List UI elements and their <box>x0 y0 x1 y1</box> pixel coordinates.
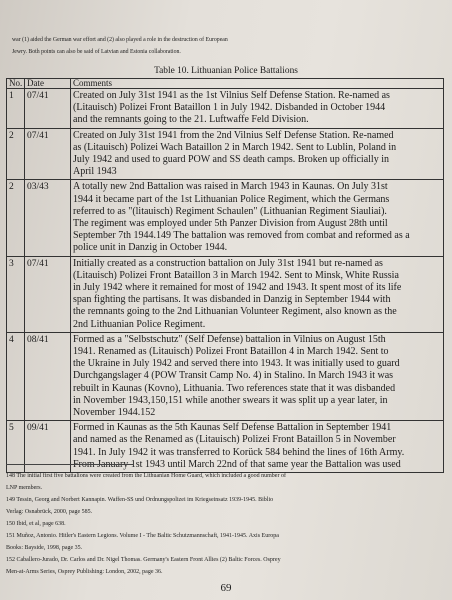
comment-line: 2nd Lithuanian Police Regiment. <box>73 318 206 330</box>
comment-line: From January 1st 1943 until March 22nd of that same year the Battalion was used <box>73 458 401 470</box>
comment-line: November 1944.152 <box>73 407 156 419</box>
comment-line: Created on July 31st 1941 as the 1st Vilnius Self Defense Station. Re-named as <box>73 90 390 101</box>
comment-line: Initially created as a construction battalion on July 31st 1941 but re-named as <box>73 257 383 269</box>
footnote-line: 151 Muñoz, Antonio. Hitler's Eastern Legions. Volume I - The Baltic Schutzmannschaft, 1941-1945. Axis Europa <box>6 533 279 539</box>
footnotes <box>6 470 446 578</box>
battalion-date: 07/41 <box>25 89 71 129</box>
footnote-line: 149 Tessin, Georg and Norbert Kannapin. Waffen-SS und Ordnungspolizei im Kriegseinsatz 1939-1945. Biblio <box>6 497 274 503</box>
comment-line: Formed as a "Selbstschutz" (Self Defense) battalion in Vilnius on August 15th <box>73 333 386 345</box>
comment-line: the remnants going to the 2nd Lithuanian Volunteer Regiment, also known as the <box>73 306 397 318</box>
footnote-line: Verlag: Osnabrück, 2000, page 585. <box>6 509 93 515</box>
comment-line: as (Litauisch) Polizei Wach Bataillon 2 in March 1942. Sent to Lublin, Poland in <box>73 141 397 153</box>
comment-line: in July 1942 where it remained for most of 1942 and 1943. It spent most of its life <box>73 282 402 294</box>
battalion-number: 3 <box>7 256 25 332</box>
battalion-number: 5 <box>7 421 25 473</box>
battalion-number: 2 <box>7 128 25 180</box>
footnote-divider <box>6 464 134 465</box>
comment-line: Formed in Kaunas as the 5th Kaunas Self Defense Battalion in September 1941 <box>73 422 392 434</box>
battalion-date: 09/41 <box>25 421 71 473</box>
table-row <box>7 89 444 129</box>
intro-line: war (1) aided the German war effort and (2) also played a role in the destruction of European <box>12 37 228 43</box>
comment-line: and the remnants going to the 21. Luftwaffe Feld Division. <box>73 114 309 126</box>
battalion-comments <box>71 256 444 332</box>
table-header-row <box>7 79 444 89</box>
battalion-date: 07/41 <box>25 128 71 180</box>
comment-line: Durchgangslager 4 (POW Transit Camp No. 4) in Stalino. In March 1943 it was <box>73 370 394 382</box>
header-date: Date <box>25 79 71 89</box>
header-no: No. <box>7 79 25 89</box>
comment-line: April 1943 <box>73 166 117 178</box>
comment-line: 1941. Renamed as (Litauisch) Polizei Front Bataillon 4 in March 1942. Sent to <box>73 346 389 358</box>
battalion-number: 2 <box>7 180 25 256</box>
battalion-date: 07/41 <box>25 256 71 332</box>
table-row <box>7 128 444 180</box>
comment-line: September 7th 1944.149 The battalion was removed from combat and reformed as a <box>73 230 410 242</box>
comment-line: July 1942 and used to guard POW and SS death camps. Broken up officially in <box>73 154 389 166</box>
comment-line: in November 1943,150,151 while another swears it was split up a year later, in <box>73 394 388 406</box>
footnote-line: LNP members. <box>6 485 43 491</box>
battalion-comments <box>71 180 444 256</box>
police-battalions-table <box>6 78 444 473</box>
footnote-line: 150 Ibid, et al, page 638. <box>6 521 66 527</box>
header-comments: Comments <box>71 79 444 89</box>
comment-line: (Litauisch) Polizei Front Bataillon 3 in March 1942. Sent to Minsk, White Russia <box>73 269 399 281</box>
footnote-line: Men-at-Arms Series, Osprey Publishing: London, 2002, page 36. <box>6 569 163 575</box>
comment-line: 1941. In July 1942 it was transferred to Korück 584 behind the lines of 16th Army. <box>73 446 405 458</box>
battalion-comments <box>71 89 444 129</box>
comment-line: (Litauisch) Polizei Front Bataillon 1 in July 1942. Disbanded in October 1944 <box>73 102 386 114</box>
comment-line: span fighting the partisans. It was disbanded in Danzig in September 1944 with <box>73 294 391 306</box>
comment-line: and named as the Renamed as (Litauisch) Polizei Front Bataillon 5 in November <box>73 434 396 446</box>
comment-line: police unit in Danzig in October 1944. <box>73 242 228 254</box>
battalion-comments <box>71 128 444 180</box>
footnote-line: 148 The initial first five battalions were created from the Lithuanian Home Guard, which included a good number of <box>6 473 286 479</box>
table-row <box>7 180 444 256</box>
table-caption: Table 10. Lithuanian Police Battalions <box>154 66 298 76</box>
battalion-number: 4 <box>7 332 25 420</box>
comment-line: Created on July 31st 1941 from the 2nd Vilnius Self Defense Station. Re-named <box>73 129 394 141</box>
comment-line: referred to as "(litauisch) Regiment Schaulen" (Lithuanian Regiment Siauliai). <box>73 205 387 217</box>
comment-line: rebuilt in Kaunas (Kovno), Lithuania. Two references state that it was disbanded <box>73 382 396 394</box>
footnote-line: 152 Caballero-Jurado, Dr. Carlos and Dr. Nigel Thomas. Germany's Eastern Front Allies (2) Baltic Forces. Osprey <box>6 557 281 563</box>
comment-line: 1944 it became part of the 1st Lithuanian Police Regiment, which the Germans <box>73 193 390 205</box>
footnote-line: Books: Bayside, 1998, page 35. <box>6 545 83 551</box>
comment-line: A totally new 2nd Battalion was raised in March 1943 in Kaunas. On July 31st <box>73 181 388 193</box>
battalion-date: 08/41 <box>25 332 71 420</box>
table-row <box>7 332 444 420</box>
table-row <box>7 256 444 332</box>
intro-paragraph <box>12 34 440 59</box>
page-number: 69 <box>220 582 232 594</box>
intro-line: Jewry. Both points can also be said of Latvian and Estonia collaboration. <box>12 49 181 56</box>
battalion-number: 1 <box>7 89 25 129</box>
battalion-date: 03/43 <box>25 180 71 256</box>
comment-line: The regiment was employed under 5th Panzer Division from August 28th until <box>73 218 388 230</box>
battalion-comments <box>71 332 444 420</box>
comment-line: the Ukraine in July 1942 and served there into 1943. It was initially used to guard <box>73 358 400 370</box>
